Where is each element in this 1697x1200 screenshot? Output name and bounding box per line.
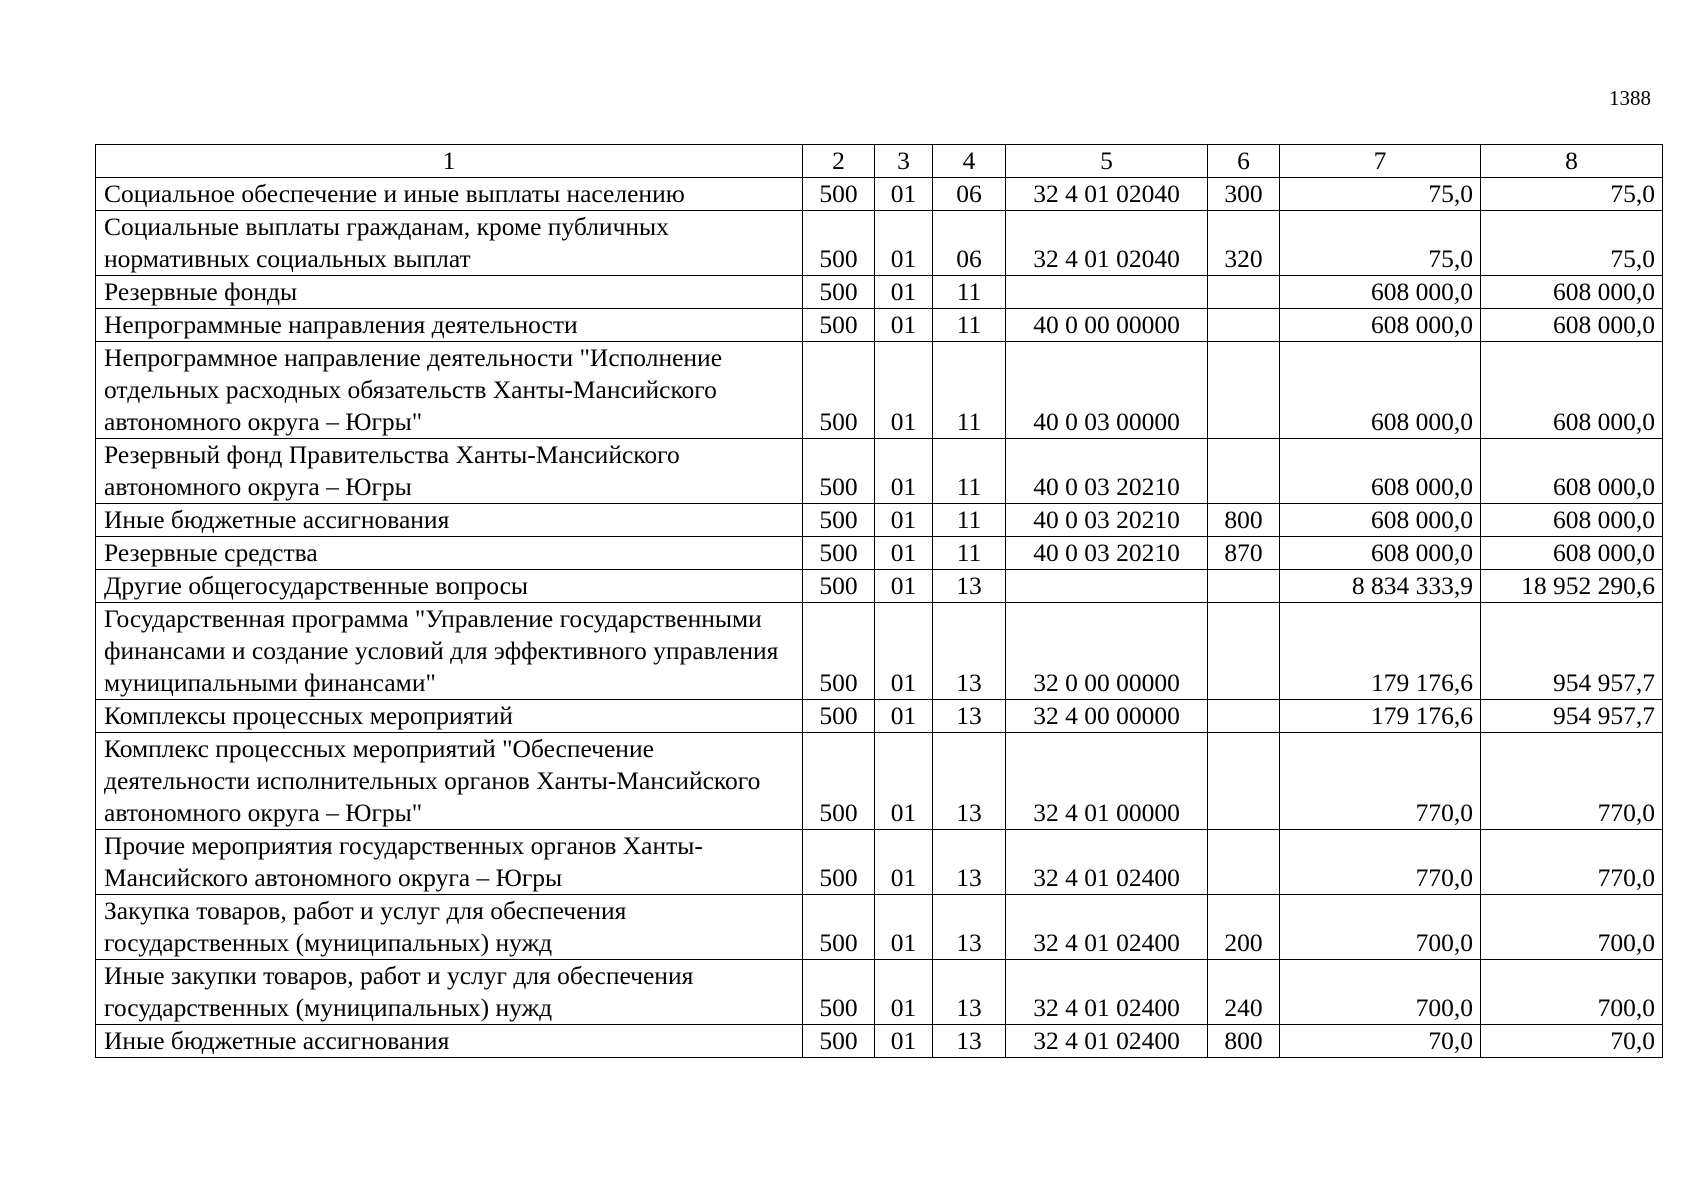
section-code-cell: 01: [875, 537, 933, 570]
expense-type-cell: [1208, 603, 1280, 700]
subsection-code-cell: 11: [933, 504, 1006, 537]
amount-year2-cell: 608 000,0: [1481, 504, 1663, 537]
row-name-cell: Другие общегосударственные вопросы: [96, 570, 803, 603]
admin-code-cell: 500: [803, 537, 875, 570]
column-header: 6: [1208, 145, 1280, 178]
column-header: 3: [875, 145, 933, 178]
expense-type-cell: [1208, 830, 1280, 895]
section-code-cell: 01: [875, 342, 933, 439]
subsection-code-cell: 13: [933, 960, 1006, 1025]
amount-year2-cell: 700,0: [1481, 895, 1663, 960]
admin-code-cell: 500: [803, 830, 875, 895]
expense-type-cell: 870: [1208, 537, 1280, 570]
table-row: [96, 570, 1663, 603]
amount-year1-cell: 608 000,0: [1280, 342, 1481, 439]
admin-code-cell: 500: [803, 276, 875, 309]
section-code-cell: 01: [875, 895, 933, 960]
section-code-cell: 01: [875, 504, 933, 537]
admin-code-cell: 500: [803, 1025, 875, 1058]
table-row: [96, 1025, 1663, 1058]
table-row: [96, 178, 1663, 211]
amount-year1-cell: 608 000,0: [1280, 537, 1481, 570]
table-row: [96, 211, 1663, 276]
admin-code-cell: 500: [803, 504, 875, 537]
target-article-cell: 32 4 01 02400: [1006, 960, 1208, 1025]
amount-year1-cell: 700,0: [1280, 895, 1481, 960]
page-number: 1388: [1609, 86, 1651, 110]
amount-year1-cell: 179 176,6: [1280, 700, 1481, 733]
section-code-cell: 01: [875, 733, 933, 830]
subsection-code-cell: 13: [933, 733, 1006, 830]
amount-year2-cell: 608 000,0: [1481, 276, 1663, 309]
subsection-code-cell: 06: [933, 178, 1006, 211]
expense-type-cell: 320: [1208, 211, 1280, 276]
expense-type-cell: [1208, 439, 1280, 504]
table-row: [96, 537, 1663, 570]
amount-year1-cell: 8 834 333,9: [1280, 570, 1481, 603]
amount-year1-cell: 608 000,0: [1280, 309, 1481, 342]
amount-year2-cell: 75,0: [1481, 211, 1663, 276]
row-name-cell: Государственная программа "Управление государственными финансами и создание условий для эффективного управления муниципальными финансами": [96, 603, 803, 700]
target-article-cell: 32 4 01 02400: [1006, 1025, 1208, 1058]
section-code-cell: 01: [875, 211, 933, 276]
amount-year2-cell: 608 000,0: [1481, 537, 1663, 570]
amount-year1-cell: 75,0: [1280, 178, 1481, 211]
expense-type-cell: 240: [1208, 960, 1280, 1025]
row-name-cell: Социальные выплаты гражданам, кроме публичных нормативных социальных выплат: [96, 211, 803, 276]
amount-year2-cell: 770,0: [1481, 733, 1663, 830]
target-article-cell: 32 4 01 02040: [1006, 178, 1208, 211]
row-name-cell: Комплекс процессных мероприятий "Обеспечение деятельности исполнительных органов Ханты-Мансийского автономного округа – Югры": [96, 733, 803, 830]
table-row: [96, 439, 1663, 504]
subsection-code-cell: 06: [933, 211, 1006, 276]
table-row: [96, 504, 1663, 537]
target-article-cell: 40 0 03 20210: [1006, 439, 1208, 504]
row-name-cell: Прочие мероприятия государственных органов Ханты-Мансийского автономного округа – Югры: [96, 830, 803, 895]
amount-year2-cell: 608 000,0: [1481, 309, 1663, 342]
table-row: [96, 276, 1663, 309]
amount-year1-cell: 75,0: [1280, 211, 1481, 276]
expense-type-cell: [1208, 570, 1280, 603]
amount-year2-cell: 770,0: [1481, 830, 1663, 895]
target-article-cell: 40 0 03 00000: [1006, 342, 1208, 439]
target-article-cell: 32 0 00 00000: [1006, 603, 1208, 700]
target-article-cell: 32 4 01 00000: [1006, 733, 1208, 830]
target-article-cell: 40 0 03 20210: [1006, 504, 1208, 537]
admin-code-cell: 500: [803, 960, 875, 1025]
section-code-cell: 01: [875, 178, 933, 211]
column-header: 4: [933, 145, 1006, 178]
budget-table: [95, 144, 1663, 1058]
admin-code-cell: 500: [803, 700, 875, 733]
table-row: [96, 733, 1663, 830]
section-code-cell: 01: [875, 830, 933, 895]
table-row: [96, 960, 1663, 1025]
column-header: 2: [803, 145, 875, 178]
subsection-code-cell: 13: [933, 1025, 1006, 1058]
row-name-cell: Комплексы процессных мероприятий: [96, 700, 803, 733]
table-row: [96, 309, 1663, 342]
row-name-cell: Закупка товаров, работ и услуг для обеспечения государственных (муниципальных) нужд: [96, 895, 803, 960]
row-name-cell: Иные бюджетные ассигнования: [96, 504, 803, 537]
admin-code-cell: 500: [803, 178, 875, 211]
amount-year2-cell: 18 952 290,6: [1481, 570, 1663, 603]
table-body: [96, 178, 1663, 1058]
row-name-cell: Непрограммные направления деятельности: [96, 309, 803, 342]
column-header: 5: [1006, 145, 1208, 178]
section-code-cell: 01: [875, 960, 933, 1025]
subsection-code-cell: 11: [933, 342, 1006, 439]
section-code-cell: 01: [875, 603, 933, 700]
admin-code-cell: 500: [803, 733, 875, 830]
amount-year1-cell: 179 176,6: [1280, 603, 1481, 700]
table-row: [96, 700, 1663, 733]
subsection-code-cell: 13: [933, 700, 1006, 733]
subsection-code-cell: 11: [933, 276, 1006, 309]
subsection-code-cell: 11: [933, 439, 1006, 504]
row-name-cell: Непрограммное направление деятельности "Исполнение отдельных расходных обязательств Ханты-Мансийского автономного округа – Югры": [96, 342, 803, 439]
admin-code-cell: 500: [803, 570, 875, 603]
expense-type-cell: 200: [1208, 895, 1280, 960]
expense-type-cell: [1208, 309, 1280, 342]
expense-type-cell: 300: [1208, 178, 1280, 211]
admin-code-cell: 500: [803, 603, 875, 700]
admin-code-cell: 500: [803, 309, 875, 342]
admin-code-cell: 500: [803, 342, 875, 439]
row-name-cell: Резервные фонды: [96, 276, 803, 309]
expense-type-cell: 800: [1208, 504, 1280, 537]
expense-type-cell: [1208, 276, 1280, 309]
section-code-cell: 01: [875, 1025, 933, 1058]
target-article-cell: [1006, 276, 1208, 309]
row-name-cell: Резервные средства: [96, 537, 803, 570]
target-article-cell: 32 4 00 00000: [1006, 700, 1208, 733]
subsection-code-cell: 11: [933, 309, 1006, 342]
row-name-cell: Резервный фонд Правительства Ханты-Мансийского автономного округа – Югры: [96, 439, 803, 504]
row-name-cell: Иные закупки товаров, работ и услуг для обеспечения государственных (муниципальных) нужд: [96, 960, 803, 1025]
amount-year1-cell: 608 000,0: [1280, 276, 1481, 309]
amount-year2-cell: 75,0: [1481, 178, 1663, 211]
table-row: [96, 603, 1663, 700]
admin-code-cell: 500: [803, 211, 875, 276]
subsection-code-cell: 13: [933, 830, 1006, 895]
expense-type-cell: 800: [1208, 1025, 1280, 1058]
section-code-cell: 01: [875, 700, 933, 733]
section-code-cell: 01: [875, 570, 933, 603]
subsection-code-cell: 11: [933, 537, 1006, 570]
target-article-cell: 32 4 01 02400: [1006, 830, 1208, 895]
target-article-cell: [1006, 570, 1208, 603]
amount-year2-cell: 608 000,0: [1481, 439, 1663, 504]
amount-year1-cell: 608 000,0: [1280, 439, 1481, 504]
admin-code-cell: 500: [803, 895, 875, 960]
target-article-cell: 40 0 03 20210: [1006, 537, 1208, 570]
amount-year1-cell: 608 000,0: [1280, 504, 1481, 537]
amount-year2-cell: 70,0: [1481, 1025, 1663, 1058]
table-row: [96, 342, 1663, 439]
amount-year2-cell: 954 957,7: [1481, 603, 1663, 700]
target-article-cell: 32 4 01 02400: [1006, 895, 1208, 960]
subsection-code-cell: 13: [933, 570, 1006, 603]
amount-year2-cell: 608 000,0: [1481, 342, 1663, 439]
amount-year1-cell: 700,0: [1280, 960, 1481, 1025]
row-name-cell: Социальное обеспечение и иные выплаты населению: [96, 178, 803, 211]
target-article-cell: 40 0 00 00000: [1006, 309, 1208, 342]
column-header: 1: [96, 145, 803, 178]
subsection-code-cell: 13: [933, 603, 1006, 700]
section-code-cell: 01: [875, 276, 933, 309]
row-name-cell: Иные бюджетные ассигнования: [96, 1025, 803, 1058]
column-header: 8: [1481, 145, 1663, 178]
amount-year2-cell: 954 957,7: [1481, 700, 1663, 733]
expense-type-cell: [1208, 733, 1280, 830]
section-code-cell: 01: [875, 309, 933, 342]
header-row: [96, 145, 1663, 178]
column-header: 7: [1280, 145, 1481, 178]
expense-type-cell: [1208, 342, 1280, 439]
admin-code-cell: 500: [803, 439, 875, 504]
amount-year1-cell: 70,0: [1280, 1025, 1481, 1058]
amount-year1-cell: 770,0: [1280, 830, 1481, 895]
subsection-code-cell: 13: [933, 895, 1006, 960]
expense-type-cell: [1208, 700, 1280, 733]
target-article-cell: 32 4 01 02040: [1006, 211, 1208, 276]
table-row: [96, 830, 1663, 895]
amount-year1-cell: 770,0: [1280, 733, 1481, 830]
section-code-cell: 01: [875, 439, 933, 504]
table-row: [96, 895, 1663, 960]
amount-year2-cell: 700,0: [1481, 960, 1663, 1025]
